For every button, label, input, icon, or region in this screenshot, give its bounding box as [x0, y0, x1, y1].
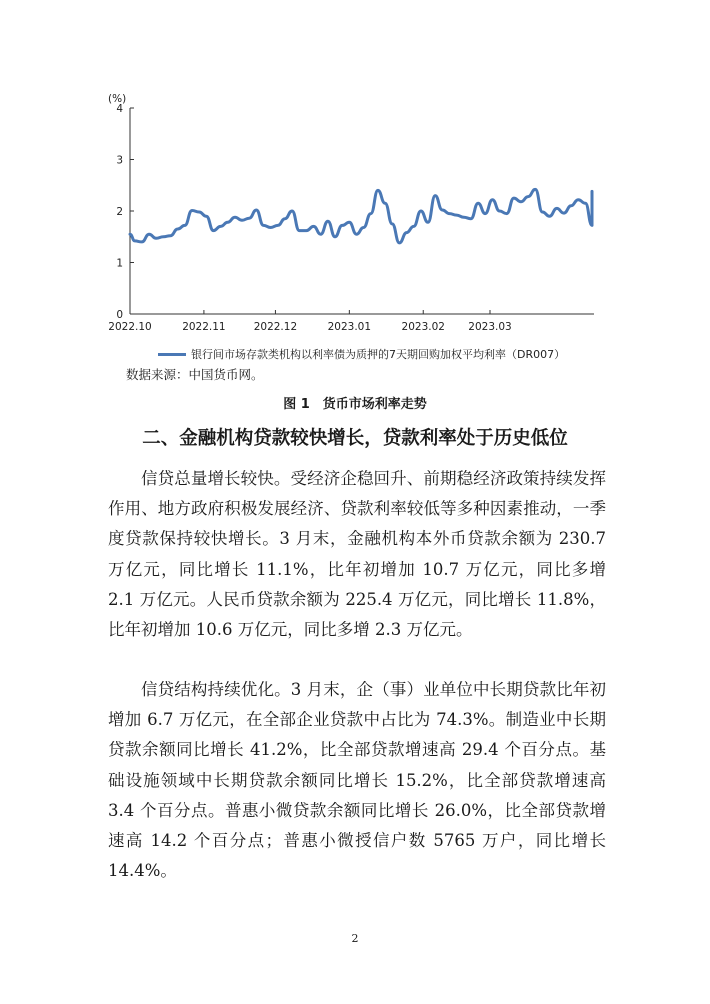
- x-tick-label: 2022.11: [182, 321, 226, 333]
- figure-caption: 图 1 货币市场利率走势: [283, 397, 427, 412]
- y-tick-label: 0: [116, 309, 123, 321]
- series-line-dr007: [130, 189, 592, 243]
- legend-label: 银行间市场存款类机构以利率债为质押的7天期回购加权平均利率（DR007）: [191, 348, 566, 361]
- x-tick-label: 2023.01: [327, 321, 372, 333]
- section-heading: 二、金融机构贷款较快增长，贷款利率处于历史低位: [142, 428, 568, 449]
- y-tick-label: 4: [116, 103, 123, 115]
- y-tick-label: 1: [116, 257, 123, 270]
- x-tick-label: 2023.03: [468, 321, 512, 333]
- page-number: 2: [351, 932, 359, 945]
- x-tick-label: 2023.02: [401, 321, 445, 333]
- x-tick-label: 2022.10: [108, 321, 152, 333]
- paragraph: 信贷结构持续优化。3 月末，企（事）业单位中长期贷款比年初增加 6.7 万亿元，在全部企业贷款中占比为 74.3%。制造业中长期贷款余额同比增长 41.2%，比全部贷款增速高 29.4 个百分点。基础设施领域中长期贷款余额同比增长 15.2%，比全部贷款增速高 3.4 个百分点。普惠小微贷款余额同比增长 26.0%，比全部贷款增速高 14.2 个百分点；普惠小微授信户数 5765 万户，同比增长 14.4%。: [108, 680, 606, 881]
- paragraph: 信贷总量增长较快。受经济企稳回升、前期稳经济政策持续发挥作用、地方政府积极发展经济、贷款利率较低等多种因素推动，一季度贷款保持较快增长。3 月末，金融机构本外币贷款余额为 230.7 万亿元，同比增长 11.1%，比年初增加 10.7 万亿元，同比多增 2.1 万亿元。人民币贷款余额为 225.4 万亿元，同比增长 11.8%，比年初增加 10.6 万亿元，同比多增 2.3 万亿元。: [108, 469, 606, 640]
- y-tick-label: 2: [116, 206, 123, 218]
- chart-legend: [158, 346, 565, 362]
- legend-swatch: [158, 353, 186, 356]
- source-note: 数据来源：中国货币网。: [126, 367, 264, 382]
- y-tick-label: 3: [116, 154, 123, 167]
- line-chart: [100, 88, 610, 338]
- y-unit-label: (%): [108, 93, 127, 105]
- x-tick-label: 2022.12: [253, 321, 298, 333]
